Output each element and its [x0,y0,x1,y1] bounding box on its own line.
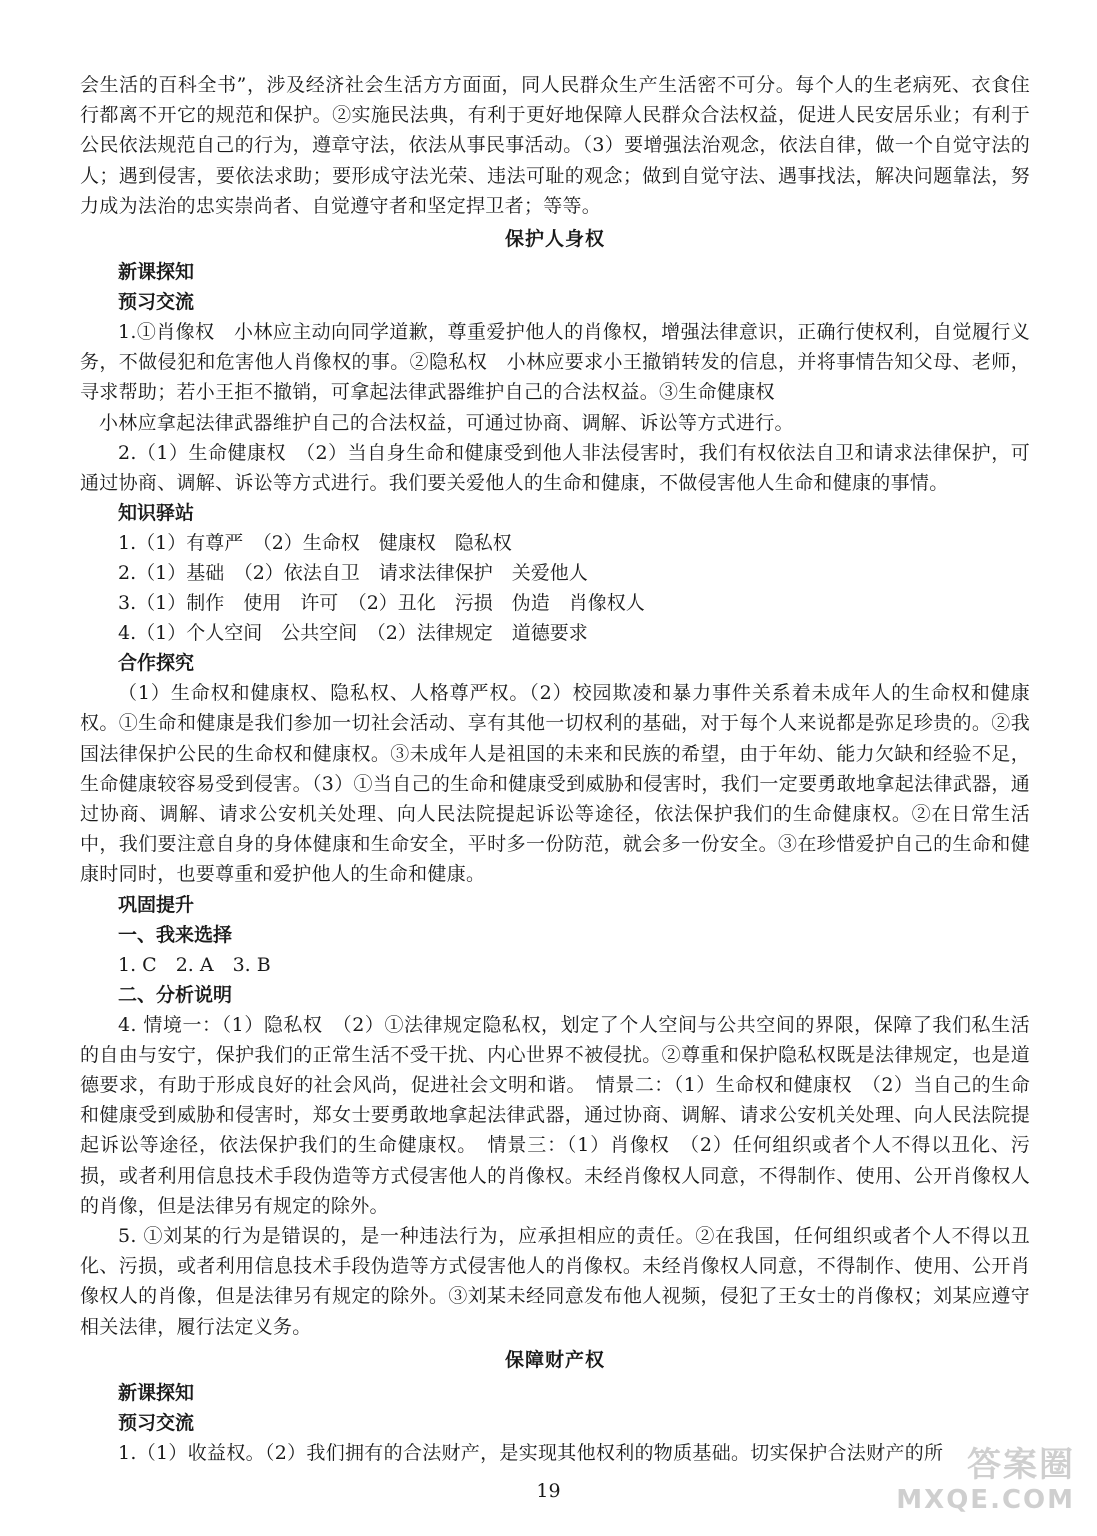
preview-answer-1: 1.①肖像权 小林应主动向同学道歉，尊重爱护他人的肖像权，增强法律意识，正确行使权利，自觉履行义务，不做侵犯和危害他人肖像权的事。②隐私权 小林应要求小王撤销转发的信息，并将事情告知父母、老师，寻求帮助；若小王拒不撤销，可拿起法律武器维护自己的合法权益。③生命健康权 [80,321,1030,404]
watermark-logo [895,1445,1075,1525]
section-title-personal-rights: 保护人身权 [504,228,605,251]
heading-new-lesson-2: 新课探知 [118,1381,195,1404]
heading-choice: 一、我来选择 [118,923,233,946]
watermark-text-top: 答案圈 [967,1445,1075,1485]
knowledge-line: 4.（1）个人空间 公共空间 （2）法律规定 道德要求 [118,622,588,645]
preview-answer-2: 2.（1）生命健康权 （2）当自身生命和健康受到他人非法侵害时，我们有权依法自卫和请求法律保护，可通过协商、调解、诉讼等方式进行。我们要关爱他人的生命和健康，不做侵害他人生命和健康的事情。 [80,441,1030,495]
knowledge-line: 2.（1）基础 （2）依法自卫 请求法律保护 关爱他人 [118,562,588,585]
page-number: 19 [536,1480,561,1502]
heading-cooperation: 合作探究 [118,652,195,675]
knowledge-line: 1.（1）有尊严 （2）生命权 健康权 隐私权 [118,532,512,555]
heading-preview: 预习交流 [118,291,195,314]
analysis-answer-5: 5. ①刘某的行为是错误的，是一种违法行为，应承担相应的责任。②在我国，任何组织或者个人不得以丑化、污损，或者利用信息技术手段伪造等方式侵害他人的肖像权。未经肖像权人同意，不得制作、使用、公开肖像权人的肖像，但是法律另有规定的除外。③刘某未经同意发布他人视频，侵犯了王女士的肖像权；刘某应遵守相关法律，履行法定义务。 [80,1225,1030,1338]
document-page [80,70,1030,1468]
cooperation-answer: （1）生命权和健康权、隐私权、人格尊严权。（2）校园欺凌和暴力事件关系着未成年人的生命权和健康权。①生命和健康是我们参加一切社会活动、享有其他一切权利的基础，对于每个人来说都是弥足珍贵的。②我国法律保护公民的生命权和健康权。③未成年人是祖国的未来和民族的希望，由于年幼、能力欠缺和经验不足，生命健康较容易受到侵害。（3）①当自己的生命和健康受到威胁和侵害时，我们一定要勇敢地拿起法律武器，通过协商、调解、请求公安机关处理、向人民法院提起诉讼等途径，依法保护我们的生命健康权。②在日常生活中，我们要注意自身的身体健康和生命安全，平时多一份防范，就会多一份安全。③在珍惜爱护自己的生命和健康时同时，也要尊重和爱护他人的生命和健康。 [80,682,1030,886]
heading-new-lesson: 新课探知 [118,261,195,284]
heading-knowledge: 知识驿站 [118,502,195,525]
heading-analysis: 二、分析说明 [118,983,233,1006]
section-title-property-rights: 保障财产权 [504,1348,605,1371]
heading-preview-2: 预习交流 [118,1411,195,1434]
preview-answer-1-cont: 小林应拿起法律武器维护自己的合法权益，可通过协商、调解、诉讼等方式进行。 [99,411,794,434]
watermark-text-bottom: MXQE.COM [896,1485,1075,1515]
preview-answer-property-1: 1.（1）收益权。（2）我们拥有的合法财产，是实现其他权利的物质基础。切实保护合法财产的所 [118,1441,944,1464]
knowledge-line: 3.（1）制作 使用 许可 （2）丑化 污损 伪造 肖像权人 [118,592,645,615]
analysis-answer-4: 4. 情境一：（1）隐私权 （2）①法律规定隐私权，划定了个人空间与公共空间的界限，保障了我们私生活的自由与安宁，保护我们的正常生活不受干扰、内心世界不被侵扰。②尊重和保护隐私权既是法律规定，也是道德要求，有助于形成良好的社会风尚，促进社会文明和谐。 情景二：（1）生命权和健康权 （2）当自己的生命和健康受到威胁和侵害时，郑女士要勇敢地拿起法律武器，通过协商、调解、请求公安机关处理、向人民法院提起诉讼等途径，依法保护我们的生命健康权。 情景三：（1）肖像权 （2）任何组织或者个人不得以丑化、污损，或者利用信息技术手段伪造等方式侵害他人的肖像权。未经肖像权人同意，不得制作、使用、公开肖像权人的肖像，但是法律另有规定的除外。 [80,1013,1030,1217]
continued-paragraph: 会生活的百科全书”，涉及经济社会生活方方面面，同人民群众生产生活密不可分。每个人的生老病死、衣食住行都离不开它的规范和保护。②实施民法典，有利于更好地保障人民群众合法权益，促进人民安居乐业；有利于公民依法规范自己的行为，遵章守法，依法从事民事活动。（3）要增强法治观念，依法自律，做一个自觉守法的人；遇到侵害，要依法求助；要形成守法光荣、违法可耻的观念；做到自觉守法、遇事找法，解决问题靠法，努力成为法治的忠实崇尚者、自觉遵守者和坚定捍卫者；等等。 [80,74,1030,217]
heading-consolidate: 巩固提升 [118,893,195,916]
choice-answers: 1. C 2. A 3. B [118,953,271,976]
